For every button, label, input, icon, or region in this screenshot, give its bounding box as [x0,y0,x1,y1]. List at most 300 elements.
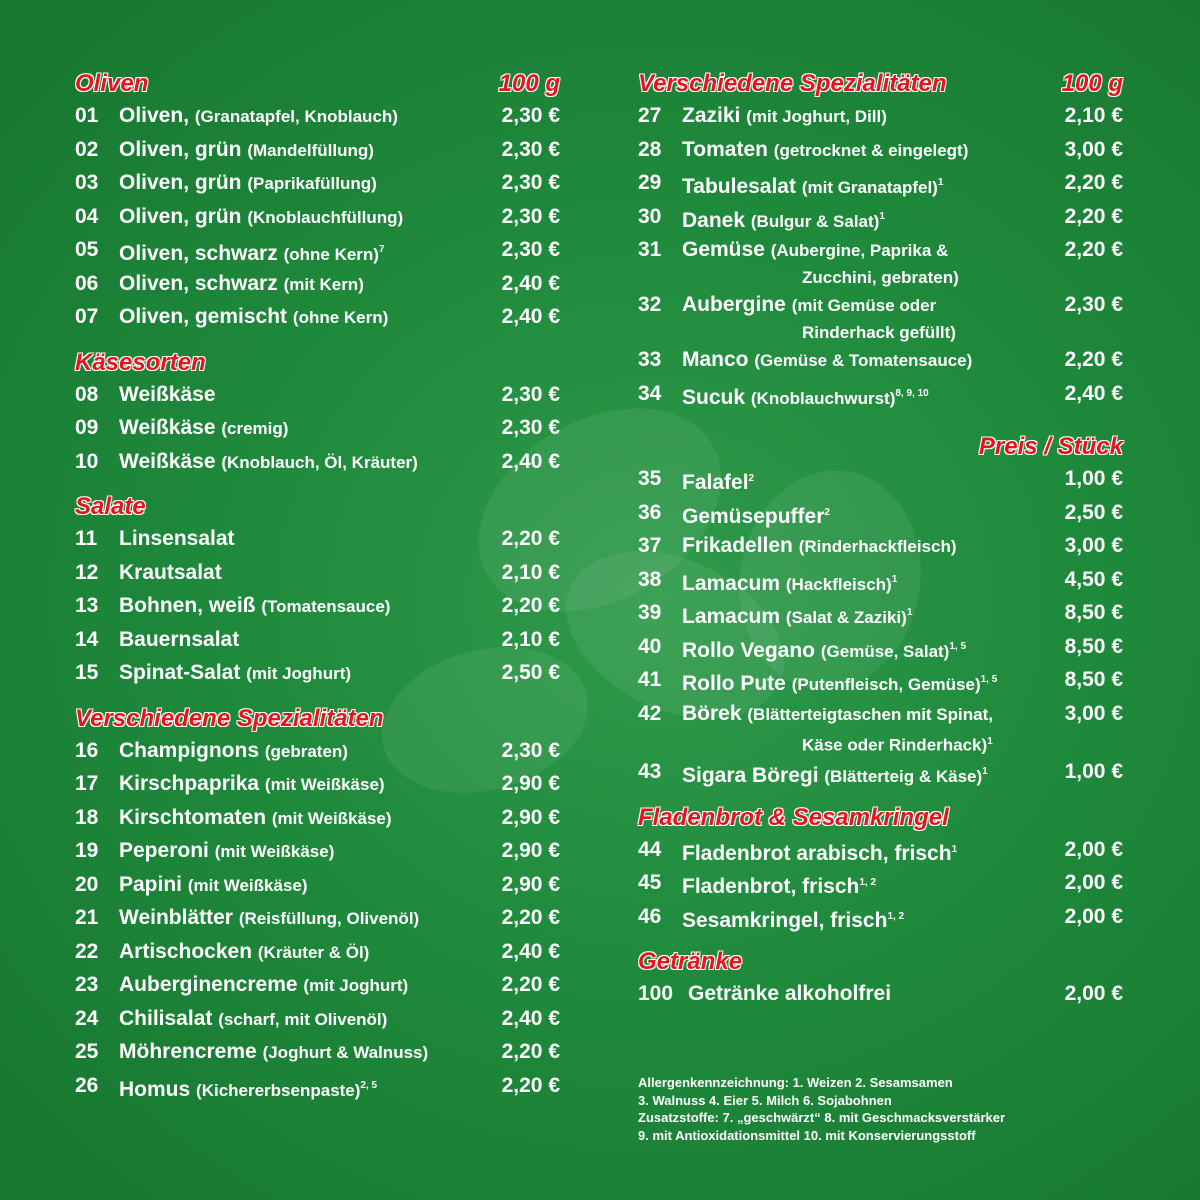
item-number: 28 [638,137,662,161]
item-detail: (Kichererbsenpaste) [196,1080,361,1100]
menu-item [75,136,560,170]
item-price: 3,00 € [1064,534,1123,557]
item-number: 24 [75,1006,99,1030]
item-title: Getränke alkoholfrei [688,982,892,1006]
item-price: 2,10 € [501,627,560,651]
footer-line: Allergenkennzeichnung: 1. Weizen 2. Sesamsamen [638,1075,953,1090]
item-name [119,871,490,900]
item-title: Sucuk [682,385,746,409]
item-number: 27 [638,104,662,127]
footer-line: 9. mit Antioxidationsmittel 10. mit Konservierungsstoff [638,1127,976,1143]
item-detail: (Kräuter & Öl) [257,942,370,962]
section-heading [638,948,1123,976]
item-price: 2,40 € [501,271,560,295]
item-title: Oliven, gemischt [119,305,288,328]
menu-item [638,869,1123,903]
item-number: 03 [75,171,99,194]
item-number: 12 [75,560,99,584]
item-price: 2,30 € [501,104,560,127]
item-name [682,499,1053,531]
item-name [688,980,1053,1008]
item-title: Börek [682,701,742,725]
allergen-note: 7 [378,244,385,255]
menu-item [75,737,560,771]
item-number: 100 [638,982,674,1006]
item-title: Fladenbrot, frisch [682,875,860,899]
menu-item [638,291,1123,346]
item-name [119,169,490,198]
menu-item [75,659,560,693]
item-title: Spinat-Salat [119,661,241,684]
section-heading [638,70,1123,98]
item-number: 40 [638,634,662,658]
item-detail: (Hackfleisch) [785,574,892,594]
item-number: 41 [638,668,662,691]
item-title: Champignons [119,738,259,762]
item-title: Tabulesalat [682,175,796,198]
item-price: 8,50 € [1064,668,1123,691]
menu-item [638,980,1123,1014]
allergen-note: 1 [937,177,944,188]
item-name [682,633,1053,666]
item-price: 8,50 € [1064,601,1123,624]
allergen-footer [638,1074,1128,1144]
item-price: 2,40 € [501,449,560,473]
item-detail: (scharf, mit Olivenöl) [218,1009,388,1029]
item-price: 4,50 € [1064,567,1123,591]
allergen-note: 1 [987,735,993,747]
menu-item [75,1005,560,1039]
item-detail: (Blätterteigtaschen mit Spinat, [747,704,993,724]
menu-item [75,414,560,448]
item-price: 2,40 € [1064,381,1123,405]
item-price: 2,20 € [501,1073,560,1097]
menu-item [75,938,560,972]
item-detail: (Blätterteig & Käse) [824,767,983,787]
item-price: 8,50 € [1064,634,1123,658]
menu-item [75,804,560,838]
item-name [682,169,1053,202]
item-price: 2,90 € [501,872,560,896]
item-detail: (ohne Kern) [292,308,389,327]
item-detail: (Mandelfüllung) [247,140,374,160]
item-price: 2,20 € [501,594,560,617]
item-price: 2,20 € [1064,171,1123,194]
menu-column-left [75,70,560,1105]
item-number: 02 [75,137,99,161]
allergen-note: 2 [824,506,830,518]
item-number: 19 [75,839,99,862]
allergen-note: 8, 9, 10 [895,387,929,399]
section-heading [638,804,1123,832]
item-name [119,1072,490,1105]
item-price: 2,30 € [501,137,560,161]
item-name [119,626,490,654]
item-name [119,737,490,766]
item-name [119,592,490,621]
item-price: 2,30 € [501,238,560,261]
item-title: Möhrencreme [119,1040,257,1063]
section-title: Käsesorten [75,348,206,376]
menu-item [638,599,1123,633]
item-price: 2,30 € [501,204,560,228]
item-title: Krautsalat [119,560,222,584]
item-title: Fladenbrot arabisch, frisch [682,841,952,865]
item-number: 06 [75,271,99,295]
allergen-note: 1 [951,843,958,855]
item-number: 43 [638,760,662,784]
item-title: Tomaten [682,137,768,161]
section-title: Fladenbrot & Sesamkringel [638,803,949,831]
item-number: 23 [75,973,99,996]
allergen-note: 1 [879,210,885,222]
item-name [119,971,490,1000]
item-price: 2,20 € [501,906,560,929]
allergen-note: 1, 2 [859,877,877,889]
item-title: Lamacum [682,605,781,628]
item-detail: (ohne Kern) [283,245,379,264]
item-name [682,291,1053,346]
item-number: 10 [75,449,99,473]
item-name [119,102,490,131]
item-name [119,559,490,587]
item-price: 2,30 € [501,738,560,762]
item-number: 08 [75,382,99,406]
item-detail: (Bulgur & Salat) [750,211,880,231]
item-title: Gemüsepuffer [682,504,825,528]
menu-item [75,448,560,482]
menu-item [638,566,1123,600]
menu-item [638,380,1123,414]
item-title: Rollo Pute [682,672,786,695]
item-price: 2,40 € [501,1006,560,1030]
item-detail: (Putenfleisch, Gemüse) [791,675,981,694]
menu-item [75,169,560,203]
menu-item [75,102,560,136]
item-detail: (Knoblauchwurst) [750,388,896,408]
item-detail: (cremig) [221,419,289,438]
item-name [119,770,490,799]
menu-item [75,559,560,593]
item-price: 3,00 € [1064,701,1123,725]
item-number: 17 [75,772,99,795]
section-title: Getränke [638,948,743,976]
item-number: 20 [75,872,99,896]
item-title: Rollo Vegano [682,638,816,662]
item-name [119,270,490,299]
item-name [682,380,1053,413]
item-detail: (Salat & Zaziki) [785,608,907,627]
item-detail: (mit Weißkäse) [264,775,385,794]
item-title: Manco [682,348,749,371]
item-detail: (mit Joghurt, Dill) [746,107,887,126]
item-detail: (mit Weißkäse) [214,842,335,861]
item-detail: (Joghurt & Walnuss) [262,1043,429,1062]
section-unit: 100 g [498,70,560,97]
item-title: Oliven, schwarz [119,242,278,265]
item-price: 2,20 € [501,527,560,550]
menu-item [75,381,560,415]
item-title: Homus [119,1077,191,1101]
item-number: 15 [75,661,99,684]
item-detail: (Knoblauchfüllung) [247,207,404,227]
allergen-note: 1, 2 [887,910,905,922]
item-price: 2,90 € [501,772,560,795]
item-title: Auberginencreme [119,973,298,996]
menu-item [638,236,1123,291]
menu-item [638,499,1123,533]
menu-column-right [638,70,1123,1014]
item-number: 01 [75,104,99,127]
item-number: 26 [75,1073,99,1097]
item-title: Weißkäse [119,449,216,473]
item-price: 2,00 € [1064,837,1123,861]
menu-item [75,592,560,626]
menu-item [638,102,1123,136]
menu-item [638,169,1123,203]
item-number: 45 [638,871,662,895]
item-name [119,136,490,165]
item-title: Lamacum [682,571,781,595]
item-number: 37 [638,534,662,557]
item-title: Papini [119,872,183,896]
item-title: Peperoni [119,839,209,862]
menu-item [75,525,560,559]
item-detail-continued [682,729,1053,759]
item-price: 2,20 € [501,973,560,996]
item-number: 25 [75,1040,99,1063]
item-number: 42 [638,701,662,725]
item-name [119,236,490,269]
item-detail-continued [682,320,1053,346]
item-name [119,938,490,967]
item-title: Zaziki [682,104,741,127]
item-name [682,903,1053,935]
menu-item [75,1072,560,1106]
section-title: Verschiedene Spezialitäten [638,70,947,97]
item-price: 2,20 € [501,1040,560,1063]
item-price: 2,90 € [501,839,560,862]
item-name [682,599,1053,632]
menu-item [638,532,1123,566]
item-number: 09 [75,416,99,439]
menu-item [75,236,560,270]
item-name [682,465,1053,497]
item-title: Bohnen, weiß [119,594,256,617]
item-price: 2,40 € [501,939,560,963]
menu-item [638,465,1123,499]
section-title: Salate [75,493,146,520]
menu-item [75,904,560,938]
item-price: 3,00 € [1064,137,1123,161]
allergen-note: 2, 5 [360,1079,378,1091]
item-price: 2,10 € [501,560,560,584]
item-title: Bauernsalat [119,627,240,651]
item-number: 16 [75,738,99,762]
item-price: 2,50 € [1064,500,1123,524]
item-detail: (Tomatensauce) [261,597,391,616]
footer-line: 3. Walnuss 4. Eier 5. Milch 6. Sojabohnen [638,1092,892,1108]
item-title: Falafel [682,471,749,494]
section-heading [75,349,560,377]
item-price: 2,40 € [501,305,560,328]
item-number: 30 [638,204,662,228]
menu-item [75,1038,560,1072]
item-name [119,525,490,553]
item-detail: (Paprikafüllung) [247,174,377,193]
section-unit: Preis / Stück [978,433,1123,460]
item-number: 18 [75,805,99,829]
item-detail: (gebraten) [264,741,348,761]
item-number: 32 [638,293,662,316]
section-unit: 100 g [1061,70,1123,97]
item-name [119,804,490,833]
item-price: 2,90 € [501,805,560,829]
item-title: Gemüse [682,238,765,261]
item-number: 11 [75,527,98,550]
item-name [682,236,1053,291]
allergen-note: 1 [891,573,898,585]
item-title: Linsensalat [119,527,235,550]
item-number: 07 [75,305,99,328]
item-number: 22 [75,939,99,963]
item-title: Sesamkringel, frisch [682,908,888,932]
item-detail-text: Zucchini, gebraten) [802,268,959,287]
item-number: 13 [75,594,99,617]
menu-item [75,971,560,1005]
item-name [682,102,1053,131]
menu-item [638,903,1123,937]
item-number: 39 [638,601,662,624]
item-name [119,837,490,866]
section-heading [75,705,560,733]
item-number: 21 [75,906,99,929]
item-name [682,700,1053,759]
item-detail: (Gemüse, Salat) [820,641,950,661]
item-price: 2,20 € [1064,348,1123,371]
section-title: Oliven [75,70,149,97]
item-title: Artischocken [119,939,253,963]
item-price: 2,30 € [501,382,560,406]
section-heading [75,493,560,521]
item-detail: (Granatapfel, Knoblauch) [194,107,398,126]
item-name [119,381,490,409]
item-detail: (Knoblauch, Öl, Kräuter) [221,452,418,472]
menu-item [638,203,1123,237]
menu-item [75,303,560,337]
allergen-note: 1, 5 [980,674,998,685]
item-name [119,1038,490,1067]
item-detail-text: Rinderhack gefüllt) [802,323,956,342]
item-number: 36 [638,500,662,524]
item-price: 2,00 € [1064,904,1123,928]
menu-item [75,626,560,660]
item-number: 14 [75,627,99,651]
item-number: 29 [638,171,662,194]
allergen-note: 2 [748,473,755,484]
item-number: 44 [638,837,662,861]
item-title: Frikadellen [682,534,793,557]
item-detail: (Gemüse & Tomatensauce) [754,351,973,370]
item-number: 33 [638,348,662,371]
menu-item [75,770,560,804]
menu-item [638,666,1123,700]
item-title: Danek [682,208,746,232]
item-title: Weißkäse [119,382,216,406]
item-name [682,666,1053,699]
item-detail: (Reisfüllung, Olivenöl) [238,909,420,928]
item-number: 35 [638,467,662,490]
footer-line: Zusatzstoffe: 7. „geschwärzt“ 8. mit Geschmacksverstärker [638,1110,1006,1125]
item-name [682,758,1053,791]
menu-item [75,871,560,905]
item-name [682,203,1053,236]
item-price: 2,30 € [501,416,560,439]
item-price: 2,00 € [1064,871,1123,895]
item-name [119,1005,490,1034]
item-title: Oliven, [119,104,190,127]
item-price: 2,10 € [1064,104,1123,127]
item-detail: (mit Joghurt) [303,976,409,995]
item-price: 2,00 € [1064,982,1123,1006]
item-price: 2,30 € [1064,293,1123,316]
menu-item [638,633,1123,667]
item-price: 2,20 € [1064,204,1123,228]
item-title: Oliven, grün [119,137,242,161]
item-title: Aubergine [682,293,786,316]
menu-item [75,270,560,304]
item-name [119,659,490,688]
menu-item [638,758,1123,792]
allergen-note: 1, 5 [949,640,967,652]
menu-item [638,346,1123,380]
item-name [682,346,1053,375]
item-number: 38 [638,567,662,591]
item-detail: (Rinderhackfleisch) [798,537,957,556]
item-number: 31 [638,238,662,261]
item-title: Weinblätter [119,906,233,929]
item-price: 2,50 € [501,661,560,684]
allergen-note: 1 [906,607,913,618]
item-title: Kirschtomaten [119,805,267,829]
item-name [119,203,490,232]
item-detail: (mit Gemüse oder [791,296,937,315]
item-title: Oliven, grün [119,171,242,194]
section-title: Verschiedene Spezialitäten [75,704,384,732]
item-detail: (getrocknet & eingelegt) [773,140,969,160]
item-detail: (mit Granatapfel) [801,178,938,197]
item-number: 04 [75,204,99,228]
item-name [119,448,490,477]
item-name [682,532,1053,561]
item-name [119,904,490,933]
menu-item [75,203,560,237]
item-name [682,566,1053,599]
item-number: 05 [75,238,99,261]
item-detail-continued [682,265,1053,291]
item-price: 1,00 € [1064,760,1123,784]
item-price: 1,00 € [1064,467,1123,490]
item-detail: (mit Kern) [283,274,364,294]
item-title: Oliven, grün [119,204,242,228]
item-name [682,836,1053,868]
item-title: Chilisalat [119,1006,213,1030]
item-title: Sigara Böregi [682,764,819,788]
section-heading [638,433,1123,461]
item-title: Weißkäse [119,416,216,439]
item-price: 2,20 € [1064,238,1123,261]
item-detail: (mit Weißkäse) [187,875,308,895]
